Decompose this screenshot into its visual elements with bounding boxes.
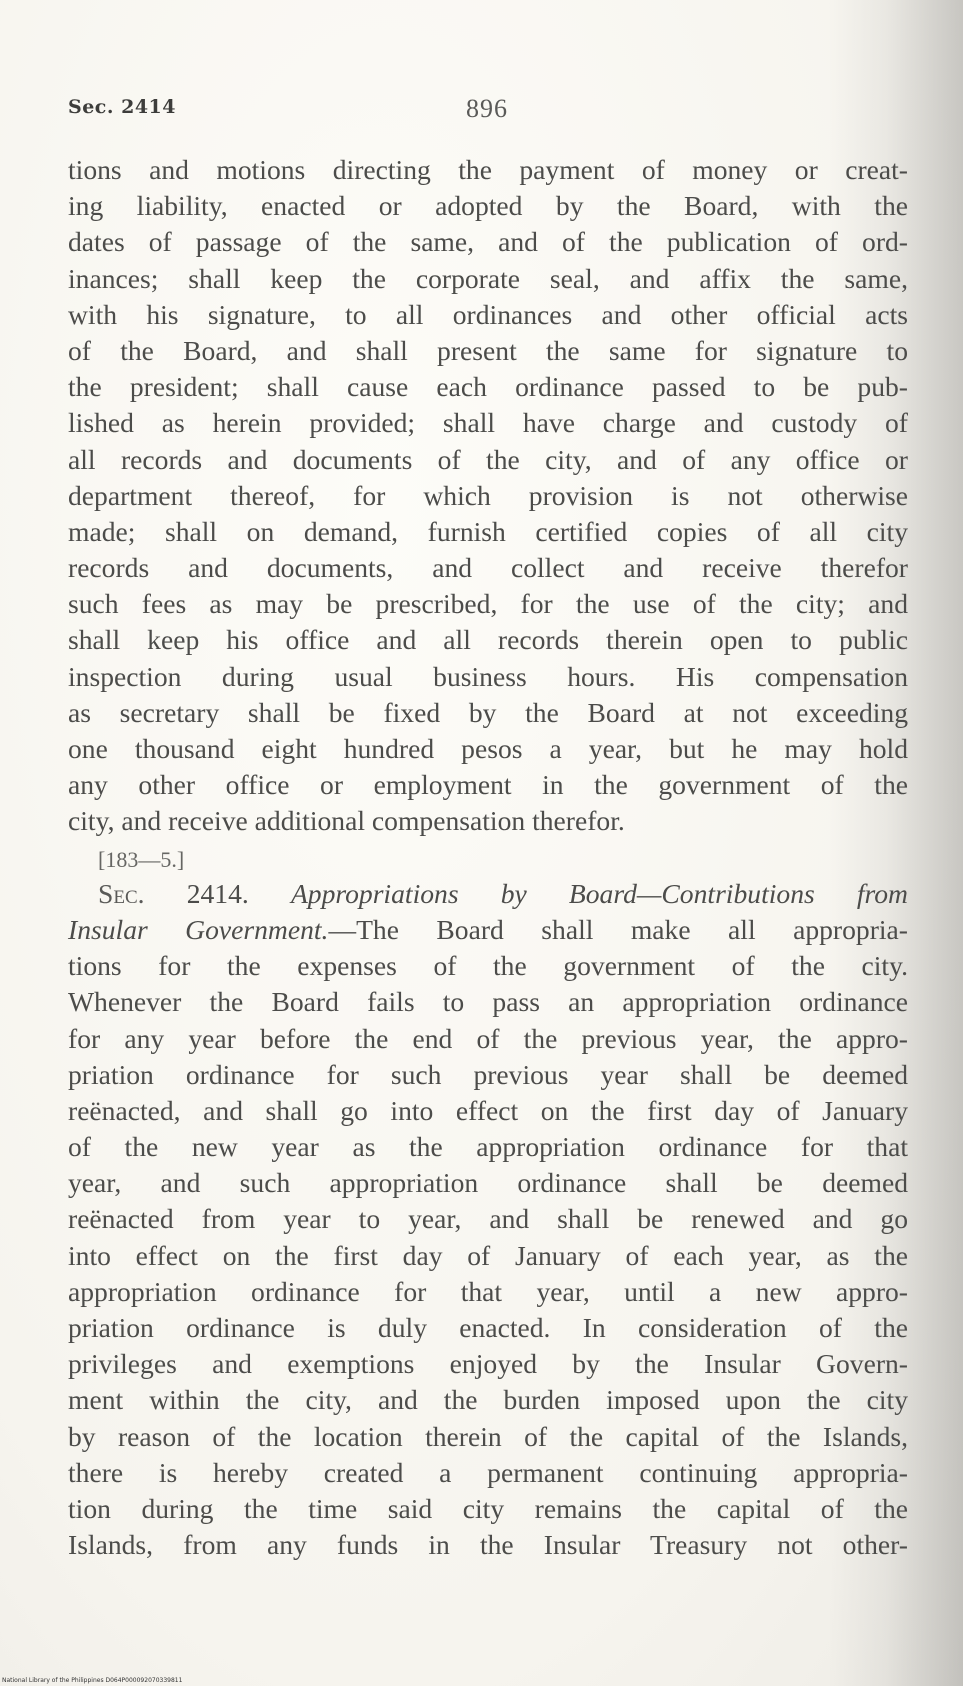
text-line: one thousand eight hundred pesos a year, but he may hold (68, 733, 908, 764)
section-number: 2414. (186, 877, 249, 909)
text-line: of the Board, and shall present the same for signature to (68, 334, 908, 366)
text-line: records and documents, and collect and receive therefor (68, 552, 908, 584)
text-line: there is hereby created a permanent continuing appropria- (68, 1456, 908, 1488)
text-line: as secretary shall be fixed by the Board at not exceeding (68, 696, 908, 728)
section-abbreviation: Sec. (98, 877, 145, 909)
running-head (68, 96, 898, 126)
text-line: privileges and exemptions enjoyed by the Insular Govern- (68, 1348, 908, 1380)
citation: [183—5.] (98, 846, 185, 872)
text-line: reënacted, and shall go into effect on the first day of January (68, 1094, 908, 1126)
text-line: priation ordinance is duly enacted. In consideration of the (68, 1312, 908, 1343)
section-text-start: —The Board shall make all appropria- (328, 913, 908, 945)
page-number: 896 (466, 94, 508, 123)
text-line: any other office or employment in the government of the (68, 769, 908, 801)
text-line: reënacted from year to year, and shall be renewed and go (68, 1203, 908, 1235)
body-text (68, 152, 908, 1563)
text-line: for any year before the end of the previous year, the appro- (68, 1022, 908, 1054)
text-line: city, and receive additional compensation therefor. (68, 805, 625, 837)
text-line: inspection during usual business hours. His compensation (68, 660, 908, 692)
text-line: all records and documents of the city, and of any office or (68, 443, 908, 475)
section-title-continued: Insular Government. (68, 913, 329, 945)
section-label: Sec. 2414 (68, 96, 176, 118)
text-line: with his signature, to all ordinances and other official acts (68, 298, 908, 330)
text-line: of the new year as the appropriation ordinance for that (68, 1131, 908, 1163)
section-title: Appropriations by Board—Contributions from (290, 877, 908, 909)
text-line: department thereof, for which provision is not otherwise (68, 479, 908, 511)
text-line: shall keep his office and all records therein open to public (68, 624, 908, 656)
text-line: appropriation ordinance for that year, until a new appro- (68, 1275, 908, 1307)
text-line: by reason of the location therein of the capital of the Islands, (68, 1420, 908, 1452)
text-line: such fees as may be prescribed, for the use of the city; and (68, 588, 908, 620)
text-line: year, and such appropriation ordinance shall be deemed (68, 1167, 908, 1199)
text-line: Islands, from any funds in the Insular Treasury not other- (68, 1529, 908, 1561)
scan-credit: National Library of the Philippines D064P000092070339811 (2, 1677, 183, 1684)
text-line: Whenever the Board fails to pass an appropriation ordinance (68, 986, 908, 1018)
text-line: priation ordinance for such previous year shall be deemed (68, 1058, 908, 1090)
section-heading-line (68, 876, 908, 912)
text-line: into effect on the first day of January of each year, as the (68, 1239, 908, 1271)
text-line: inances; shall keep the corporate seal, and affix the same, (68, 262, 908, 294)
text-line: ing liability, enacted or adopted by the Board, with the (68, 190, 908, 222)
text-line: ment within the city, and the burden imposed upon the city (68, 1384, 908, 1416)
text-line: the president; shall cause each ordinance passed to be pub- (68, 371, 908, 403)
text-line: dates of passage of the same, and of the publication of ord- (68, 226, 908, 258)
section-heading-line-2 (68, 912, 908, 948)
text-line: made; shall on demand, furnish certified copies of all city (68, 515, 908, 547)
text-line: tions and motions directing the payment of money or creat- (68, 154, 908, 185)
text-line: lished as herein provided; shall have charge and custody of (68, 407, 908, 439)
text-line: tions for the expenses of the government of the city. (68, 950, 908, 982)
text-line: tion during the time said city remains the capital of the (68, 1492, 908, 1524)
